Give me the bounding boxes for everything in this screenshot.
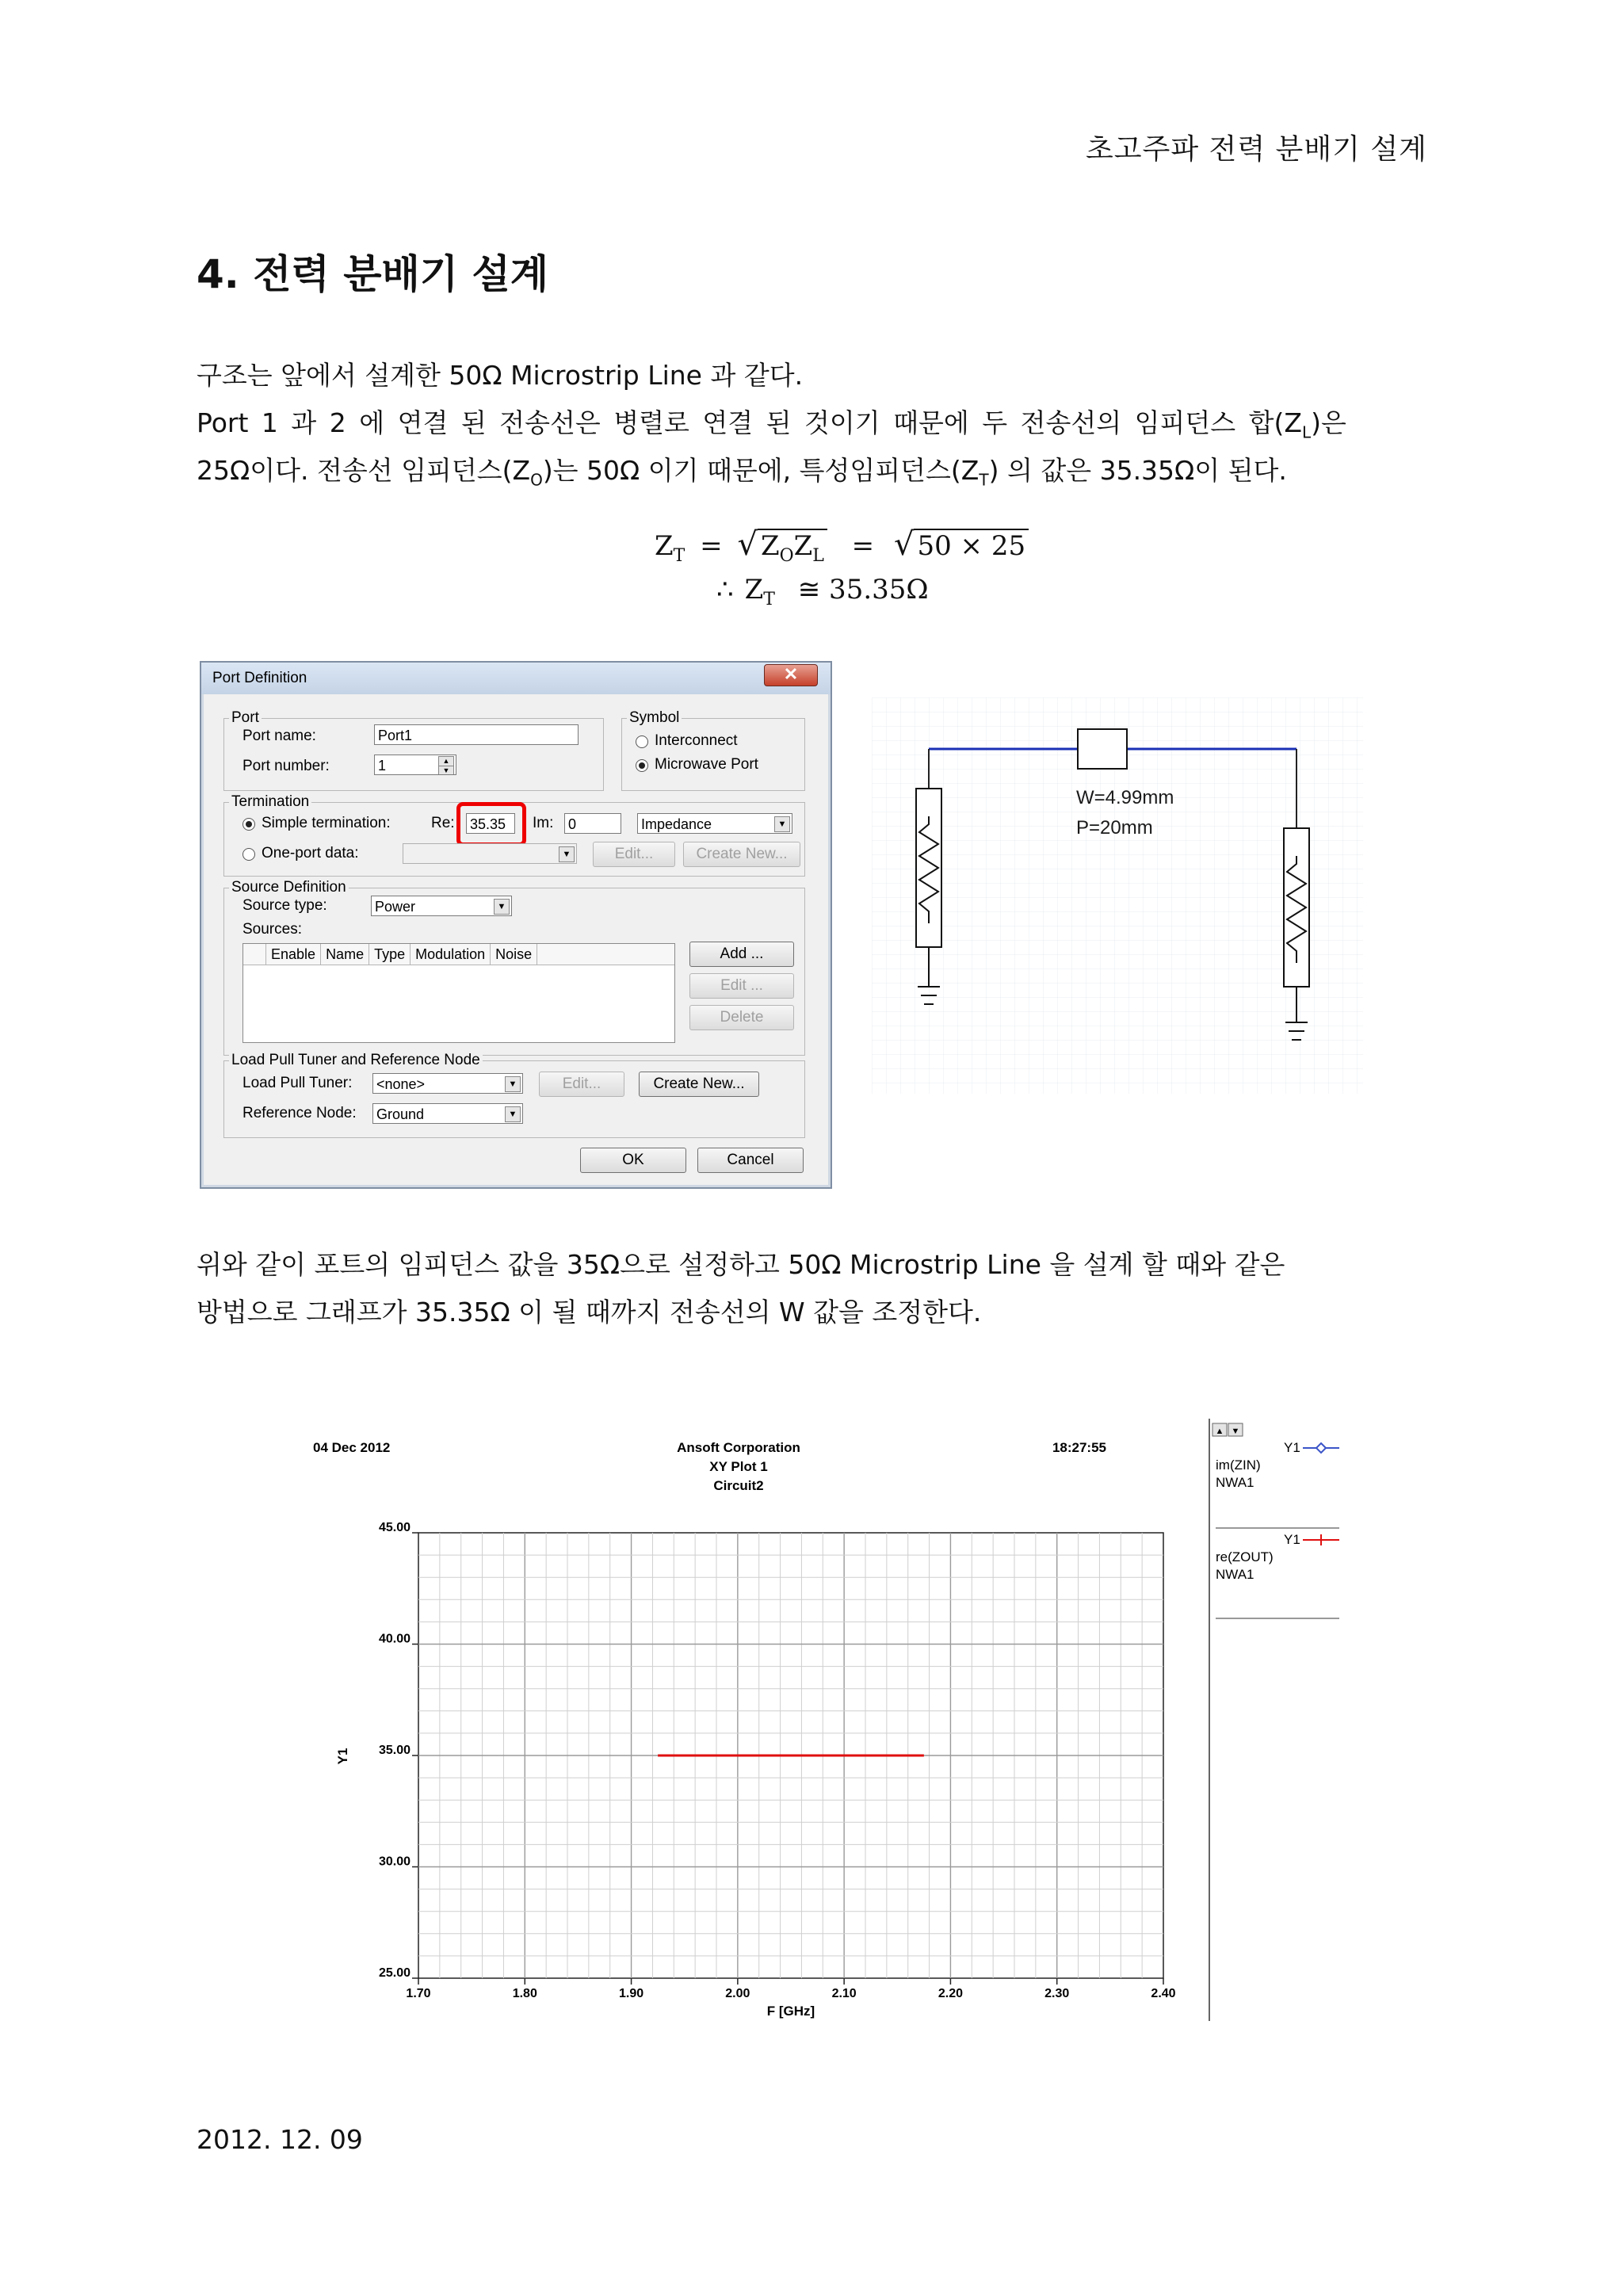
y-tick-label: 25.00 bbox=[378, 1966, 411, 1980]
paragraph-5: 방법으로 그래프가 35.35Ω 이 될 때까지 전송선의 W 값을 조정한다. bbox=[197, 1297, 982, 1328]
paragraph-1: 구조는 앞에서 설계한 50Ω Microstrip Line 과 같다. bbox=[197, 360, 804, 391]
re-input[interactable]: 35.35 bbox=[466, 813, 515, 834]
sources-col-type[interactable]: Type bbox=[369, 944, 411, 965]
section-heading: 4. 전력 분배기 설계 bbox=[197, 251, 549, 297]
chevron-down-icon: ▼ bbox=[505, 1106, 521, 1122]
plot-time: 18:27:55 bbox=[1052, 1440, 1106, 1455]
eq1-rad2: Z bbox=[793, 530, 813, 562]
eq1-rad2-sub: L bbox=[812, 545, 824, 566]
microstrip-line[interactable] bbox=[1078, 729, 1127, 769]
header-title: 초고주파 전력 분배기 설계 bbox=[1086, 133, 1427, 166]
eq1-lhs-sub: T bbox=[673, 545, 685, 566]
x-tick-label: 1.70 bbox=[406, 1987, 431, 2000]
port-group-label: Port bbox=[229, 709, 262, 727]
delete-source-button[interactable]: Delete bbox=[689, 1005, 794, 1030]
legend-scroll-up-glyph: ▲ bbox=[1215, 1427, 1224, 1436]
x-tick-label: 2.40 bbox=[1151, 1987, 1176, 2000]
sources-col-name[interactable]: Name bbox=[321, 944, 369, 965]
sources-col-enable[interactable]: Enable bbox=[266, 944, 321, 965]
port-number-label: Port number: bbox=[242, 758, 330, 774]
sources-col-blank bbox=[243, 944, 266, 965]
plot-circuit: Circuit2 bbox=[713, 1478, 764, 1493]
symbol-group bbox=[621, 709, 805, 791]
im-input[interactable]: 0 bbox=[564, 813, 621, 834]
load-pull-tuner-select[interactable] bbox=[372, 1073, 523, 1094]
termination-group-label: Termination bbox=[229, 793, 311, 811]
impedance-select[interactable] bbox=[637, 813, 792, 834]
cancel-button[interactable]: Cancel bbox=[697, 1148, 804, 1173]
plot-date: 04 Dec 2012 bbox=[313, 1440, 391, 1455]
eq1-lhs: Z bbox=[655, 530, 674, 562]
im-label: Im: bbox=[533, 815, 554, 831]
legend1-y: Y1 bbox=[1284, 1440, 1300, 1455]
one-port-data-label: One-port data: bbox=[262, 845, 359, 861]
paragraph-2-text: Port 1 과 2 에 연결 된 전송선은 병렬로 연결 된 것이기 때문에 두 전송선의 임피던스 합(Z bbox=[197, 407, 1302, 438]
plot-company: Ansoft Corporation bbox=[677, 1440, 800, 1455]
legend2-name[interactable]: re(ZOUT) bbox=[1216, 1549, 1274, 1564]
symbol-group-label: Symbol bbox=[627, 709, 682, 727]
eq2-lhs: Z bbox=[744, 574, 764, 606]
equation-1 bbox=[655, 526, 1029, 566]
eq1-rad1-sub: O bbox=[779, 545, 794, 566]
sources-table[interactable] bbox=[242, 943, 675, 1043]
eq2-rhs: ≅ 35.35Ω bbox=[797, 574, 929, 606]
impedance-select-value: Impedance bbox=[641, 816, 712, 832]
sources-table-header bbox=[243, 944, 674, 965]
paragraph-3c: ) 의 값은 35.35Ω이 된다. bbox=[988, 455, 1287, 486]
eq1-equals-2: = bbox=[851, 530, 875, 562]
eq1-sqrt1-icon: √ bbox=[737, 526, 758, 563]
schematic-diagram bbox=[872, 697, 1363, 1094]
eq1-radicand1 bbox=[758, 529, 827, 566]
port-number-value: 1 bbox=[378, 758, 387, 774]
reference-node-select[interactable] bbox=[372, 1103, 523, 1124]
edit-source-button[interactable]: Edit ... bbox=[689, 973, 794, 999]
legend1-name[interactable]: im(ZIN) bbox=[1216, 1457, 1261, 1473]
chevron-down-icon: ▼ bbox=[505, 1076, 521, 1092]
x-tick-label: 2.20 bbox=[938, 1987, 963, 2000]
y-tick-label: 30.00 bbox=[378, 1855, 411, 1869]
port-name-input[interactable]: Port1 bbox=[374, 724, 579, 745]
chevron-down-icon: ▼ bbox=[774, 816, 790, 832]
source-type-select[interactable] bbox=[371, 896, 512, 916]
one-port-data-select[interactable] bbox=[403, 843, 577, 864]
paragraph-2-end: )은 bbox=[1311, 407, 1346, 438]
load-pull-tuner-value: <none> bbox=[376, 1076, 426, 1092]
paragraph-4: 위와 같이 포트의 임피던스 값을 35Ω으로 설정하고 50Ω Microstrip Line 을 설계 할 때와 같은 bbox=[197, 1249, 1285, 1280]
paragraph-3a: 25Ω이다. 전송선 임피던스(Z bbox=[197, 455, 531, 486]
add-source-button[interactable]: Add ... bbox=[689, 942, 794, 967]
x-tick-label: 1.80 bbox=[512, 1987, 537, 2000]
footer-date: 2012. 12. 09 bbox=[197, 2124, 363, 2155]
port-name-label: Port name: bbox=[242, 728, 316, 744]
x-axis-label: F [GHz] bbox=[766, 2004, 815, 2019]
eq1-sqrt2-icon: √ bbox=[893, 526, 915, 563]
legend1-marker-icon bbox=[1316, 1443, 1326, 1453]
source-definition-label: Source Definition bbox=[229, 879, 349, 896]
load-pull-tuner-label: Load Pull Tuner: bbox=[242, 1075, 353, 1091]
termination-edit-button[interactable]: Edit... bbox=[593, 842, 675, 867]
legend2-y: Y1 bbox=[1284, 1532, 1300, 1547]
simple-termination-label: Simple termination: bbox=[262, 815, 391, 831]
paragraph-3-sub2: T bbox=[979, 470, 989, 490]
dialog-title: Port Definition bbox=[212, 670, 307, 686]
load-pull-group-label: Load Pull Tuner and Reference Node bbox=[229, 1052, 483, 1069]
ok-button[interactable]: OK bbox=[580, 1148, 686, 1173]
stepper-down-icon[interactable]: ▼ bbox=[438, 766, 454, 775]
sources-label: Sources: bbox=[242, 921, 302, 938]
x-tick-label: 2.10 bbox=[831, 1987, 857, 2000]
interconnect-label: Interconnect bbox=[655, 732, 738, 749]
simple-termination-radio[interactable] bbox=[242, 818, 255, 831]
width-label: W=4.99mm bbox=[1076, 787, 1174, 808]
re-label: Re: bbox=[431, 815, 455, 831]
y-tick-label: 35.00 bbox=[378, 1744, 411, 1757]
port-number-stepper[interactable] bbox=[374, 755, 456, 775]
stepper-up-icon[interactable]: ▲ bbox=[438, 756, 454, 766]
highlight-box bbox=[456, 802, 526, 846]
x-tick-label: 1.90 bbox=[619, 1987, 644, 2000]
reference-node-label: Reference Node: bbox=[242, 1105, 357, 1121]
legend2-source: NWA1 bbox=[1216, 1567, 1254, 1582]
eq2-lhs-sub: T bbox=[763, 589, 775, 609]
legend-scroll-down-glyph: ▼ bbox=[1231, 1427, 1240, 1436]
paragraph-2-sub: L bbox=[1301, 422, 1312, 442]
x-tick-label: 2.00 bbox=[725, 1987, 750, 2000]
legend1-source: NWA1 bbox=[1216, 1475, 1254, 1490]
dialog-titlebar bbox=[201, 663, 831, 694]
reference-node-value: Ground bbox=[376, 1106, 425, 1122]
equation-2 bbox=[716, 574, 929, 609]
length-label: P=20mm bbox=[1076, 817, 1153, 839]
source-type-value: Power bbox=[375, 899, 416, 915]
load-pull-edit-button[interactable]: Edit... bbox=[539, 1072, 624, 1097]
load-pull-create-new-button[interactable]: Create New... bbox=[639, 1072, 759, 1097]
xy-plot bbox=[277, 1419, 1347, 2021]
eq1-radicand3: 50 × 25 bbox=[914, 529, 1029, 562]
sources-col-modulation[interactable]: Modulation bbox=[411, 944, 491, 965]
one-port-data-radio[interactable] bbox=[242, 848, 255, 861]
close-icon[interactable]: ✕ bbox=[764, 664, 818, 686]
microwave-port-radio[interactable] bbox=[636, 759, 648, 772]
port-definition-dialog bbox=[200, 661, 832, 1189]
paragraph-3b: )는 50Ω 이기 때문에, 특성임피던스(Z bbox=[542, 455, 980, 486]
source-type-label: Source type: bbox=[242, 897, 327, 914]
eq1-equals: = bbox=[700, 530, 723, 562]
eq2-therefore: ∴ bbox=[716, 574, 734, 606]
plot-title: XY Plot 1 bbox=[709, 1459, 768, 1474]
paragraph-3 bbox=[197, 447, 1287, 504]
eq1-rad1: Z bbox=[760, 530, 780, 562]
y-tick-label: 40.00 bbox=[378, 1632, 411, 1646]
paragraph-3-sub1: O bbox=[530, 470, 543, 490]
microwave-port-label: Microwave Port bbox=[655, 756, 758, 773]
interconnect-radio[interactable] bbox=[636, 735, 648, 748]
termination-create-new-button[interactable]: Create New... bbox=[683, 842, 800, 867]
y-tick-label: 45.00 bbox=[378, 1521, 411, 1534]
x-tick-label: 2.30 bbox=[1044, 1987, 1070, 2000]
sources-col-noise[interactable]: Noise bbox=[491, 944, 537, 965]
chevron-down-icon: ▼ bbox=[559, 846, 575, 862]
y-axis-label: Y1 bbox=[335, 1748, 350, 1765]
chevron-down-icon: ▼ bbox=[494, 899, 510, 915]
